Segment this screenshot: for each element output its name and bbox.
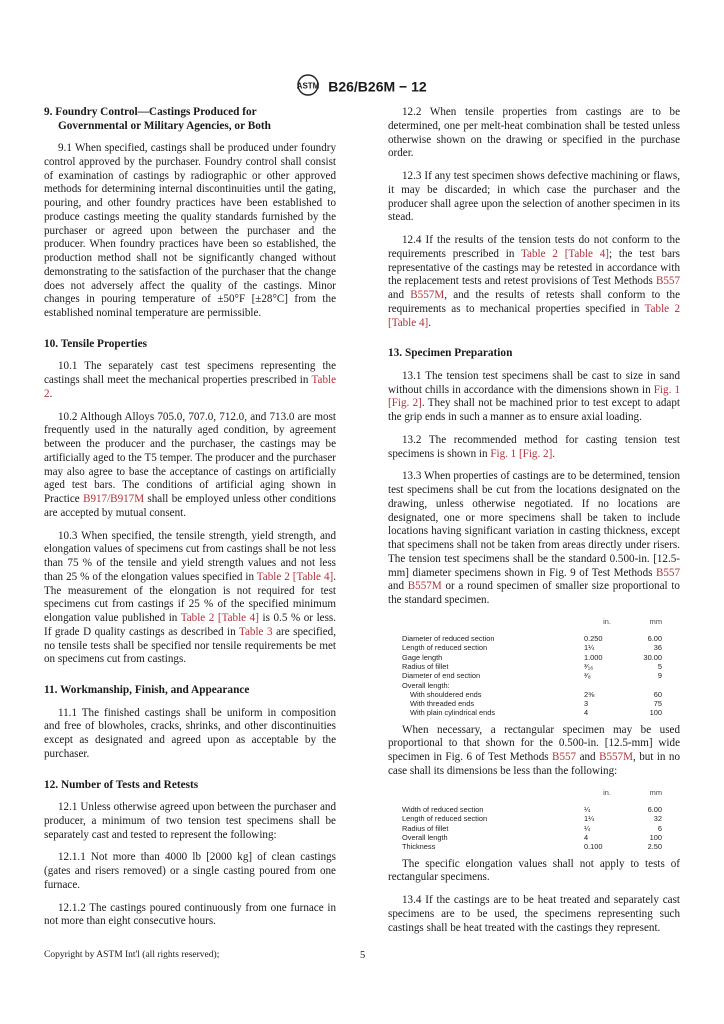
value-mm: 9 [657, 671, 662, 681]
document-designation: B26/B26M − 12 [328, 78, 427, 95]
value-mm: 5 [657, 661, 662, 671]
table-row [402, 699, 662, 708]
value-mm: 6.00 [647, 634, 662, 644]
section-12-heading: 12. Number of Tests and Retests [44, 778, 199, 791]
value-mm: 6.00 [647, 805, 662, 815]
row-label: Length of reduced section [402, 814, 488, 824]
row-label: Radius of fillet [402, 823, 449, 833]
table-row [402, 662, 662, 671]
value-mm: 2.50 [647, 842, 662, 852]
row-label: Radius of fillet [402, 661, 449, 671]
right-column [388, 106, 680, 944]
table-row [402, 805, 662, 814]
value-in: 1.000 [584, 652, 603, 662]
value-in: 0.250 [584, 634, 603, 644]
value-in: 1¼ [584, 643, 595, 653]
table-row [402, 833, 662, 842]
row-label: Overall length: [402, 680, 450, 690]
paragraph-10-1: 10.1 The separately cast test specimens representing the castings shall meet the mechanical properties prescribed in Table 2. [44, 360, 336, 400]
value-mm: 75 [653, 699, 662, 709]
table-2-4-link[interactable]: Table 2 [Table 4] [521, 247, 609, 260]
table-row [402, 824, 662, 833]
table-3-link[interactable]: Table 3 [239, 625, 273, 638]
value-in: ³⁄₈ [584, 671, 591, 681]
row-label: With shouldered ends [410, 689, 482, 699]
paragraph-12-2: 12.2 When tensile properties from castings are to be determined, one per melt-heat combination shall be tested unless otherwise shown on the drawing or specified in the purchase order. [388, 106, 680, 160]
b557-link[interactable]: B557 [552, 751, 577, 764]
b557-link[interactable]: B557 [655, 275, 680, 288]
row-label: With plain cylindrical ends [410, 708, 496, 718]
fig-1-2-link[interactable]: Fig. 1 [Fig. 2] [388, 383, 680, 410]
paragraph-12-3: 12.3 If any test specimen shows defective machining or flaws, it may be discarded; in which case the purchaser and the producer shall agree upon the selection of another specimen in its stead. [388, 170, 680, 224]
table-row [402, 842, 662, 851]
paragraph-12-1-2: 12.1.2 The castings poured continuously from one furnace in not more than eight consecutive hours. [44, 901, 336, 928]
table-2-4-link[interactable]: Table 2 [Table 4] [180, 612, 259, 624]
round-specimen-dimensions-table [402, 617, 662, 718]
paragraph-12-1: 12.1 Unless otherwise agreed upon between the purchaser and producer, a minimum of two tension test specimens shall be separately cast and tested to represent the following: [44, 801, 336, 841]
row-label: Gage length [402, 652, 443, 662]
value-mm: 30.00 [643, 652, 662, 662]
paragraph-12-4: 12.4 If the results of the tension tests do not conform to the requirements prescribed in Table 2 [Table 4]; the test bars representative of the castings may be retested in accordance with the replacement tests and retest provisions of Test Methods B557 and B557M, and the results of retests shall conform to the requirements as to mechanical properties specified in Table 2 [Table 4]. [388, 234, 680, 329]
table-row [402, 643, 662, 652]
table-2-4-link[interactable]: Table 2 [Table 4] [388, 302, 680, 329]
unit-mm-header: mm [649, 787, 662, 797]
unit-in-header: in. [603, 787, 611, 797]
value-in: 4 [584, 708, 589, 718]
page-header [0, 74, 724, 99]
table-row [402, 681, 662, 690]
page-number: 5 [360, 950, 366, 961]
paragraph-10-2: 10.2 Although Alloys 705.0, 707.0, 712.0, and 713.0 are most frequently used in the naturally aged condition, by agreement between the producer and the purchaser, the castings may be artificially aged to the T5 temper. The producer and the purchaser may also agree to base the acceptance of castings on artificially aged test bars. The conditions of artificial aging shown in Practice B917/B917M shall be employed unless other conditions are accepted by mutual consent. [44, 410, 336, 519]
copyright-notice: Copyright by ASTM Int'l (all rights reserved); [44, 950, 220, 960]
unit-mm-header: mm [649, 616, 662, 626]
svg-text:ASTM: ASTM [297, 81, 320, 91]
paragraph-9-1: 9.1 When specified, castings shall be produced under foundry control approved by the purchaser. Foundry control shall consist of examination of castings by radiographic or other approved methods for determining internal discontinuities until the gating, pouring, and other foundry practices have been established to produce castings meeting the quality standards furnished by the purchaser or agreed upon between the purchaser and the producer. When foundry practices have been so established, the production method shall not be significantly changed without demonstrating to the satisfaction of the purchaser that the change does not adversely affect the quality of the castings. Minor changes in pouring temperature of ±50°F [±28°C] from the established nominal temperature are permissible. [44, 142, 336, 319]
paragraph-11-1: 11.1 The finished castings shall be uniform in composition and free of blowholes, cracks, shrinks, and other discontinuities except as designated and agreed upon as acceptable by the purchaser. [44, 706, 336, 760]
value-in: 2⅜ [584, 689, 595, 699]
value-mm [630, 681, 662, 690]
value-mm: 100 [649, 708, 662, 718]
row-label: Overall length [402, 832, 448, 842]
fig-1-2-link[interactable]: Fig. 1 [Fig. 2] [490, 447, 553, 460]
table-row [402, 653, 662, 662]
b557m-link[interactable]: B557M [410, 289, 445, 301]
row-label: Diameter of end section [402, 671, 481, 681]
value-in: ³⁄₁₆ [584, 661, 594, 671]
value-in [584, 681, 630, 690]
value-in: ¼ [584, 805, 591, 815]
paragraph-13-4: 13.4 If the castings are to be heat treated and separately cast specimens are to be used, the specimens representing such castings shall be heat treated with the castings they represent. [388, 894, 680, 934]
astm-logo-icon [297, 74, 319, 99]
page-footer [44, 950, 684, 960]
value-in: 1¼ [584, 814, 595, 824]
paragraph-13-3: 13.3 When properties of castings are to be determined, tension test specimens shall be cut from the locations designated on the drawing, unless otherwise negotiated. If no locations are designated, one or more specimens shall be taken to include locations having significant variation in casting thickness, except that specimens shall not be taken from areas directly under risers. The tension test specimens shall be the standard 0.500-in. [12.5-mm] diameter specimens shown in Fig. 9 of Test Methods B557 and B557M or a round specimen of smaller size proportional to the standard specimen. [388, 470, 681, 606]
row-label: Length of reduced section [402, 643, 488, 653]
table-row [402, 634, 662, 643]
value-in: 4 [584, 832, 589, 842]
table-row [402, 671, 662, 680]
value-mm: 36 [653, 643, 662, 653]
table-row [402, 708, 662, 717]
value-in: 0.100 [584, 842, 603, 852]
row-label: Width of reduced section [402, 805, 484, 815]
value-in: ¼ [584, 823, 591, 833]
b557m-link[interactable]: B557M [599, 751, 633, 764]
section-9-heading: 9. Foundry Control—Castings Produced for Governmental or Military Agencies, or Both [44, 106, 271, 132]
value-mm: 6 [657, 823, 662, 833]
left-column [44, 106, 336, 938]
paragraph-13-2: 13.2 The recommended method for casting tension test specimens is shown in Fig. 1 [Fig. 2]. [388, 433, 680, 460]
unit-in-header: in. [603, 616, 611, 626]
section-13-heading: 13. Specimen Preparation [388, 347, 513, 360]
value-in: 3 [584, 699, 589, 709]
paragraph-10-3: 10.3 When specified, the tensile strength, yield strength, and elongation values of specimens cut from castings shall be not less than 75 % of the tensile and yield strength values and not less than 25 % of the elongation values specified in Table 2 [Table 4]. The measurement of the elongation is not required for test specimens cut from castings if 25 % of the specified minimum elongation value published in Table 2 [Table 4] is 0.5 % or less. If grade D quality castings as described in Table 3 are specified, no tensile tests shall be specified nor tensile requirements be met on specimens cut from castings. [44, 529, 336, 666]
table-2-link[interactable]: Table 2 [44, 374, 336, 400]
section-11-heading: 11. Workmanship, Finish, and Appearance [44, 684, 250, 696]
b557-link[interactable]: B557 [655, 566, 681, 579]
row-label: Diameter of reduced section [402, 634, 495, 644]
row-label: Thickness [402, 842, 436, 852]
paragraph-12-1-1: 12.1.1 Not more than 4000 lb [2000 kg] of clean castings (gates and risers removed) or a single casting poured from one furnace. [44, 851, 336, 891]
table-row [402, 690, 662, 699]
row-label: With threaded ends [410, 699, 475, 709]
section-10-heading: 10. Tensile Properties [44, 337, 148, 350]
paragraph-13-3-rectangular: When necessary, a rectangular specimen may be used proportional to that shown for the 0.500-in. [12.5-mm] wide specimen in Fig. 6 of Test Methods B557 and B557M, but in no case shall its dimensions be less than the following: [388, 723, 681, 777]
b917-link[interactable]: B917/B917M [83, 493, 145, 505]
paragraph-13-3-elongation-note: The specific elongation values shall not apply to tests of rectangular specimens. [388, 857, 680, 884]
value-mm: 100 [649, 832, 662, 842]
rectangular-specimen-dimensions-table [402, 788, 662, 852]
value-mm: 32 [653, 814, 662, 824]
paragraph-13-1: 13.1 The tension test specimens shall be cast to size in sand without chills in accordance with the dimensions shown in Fig. 1 [Fig. 2]. They shall not be machined prior to test except to adapt the grip ends in such a manner as to ensure axial loading. [388, 369, 680, 423]
table-2-4-link[interactable]: Table 2 [Table 4] [256, 570, 334, 583]
b557m-link[interactable]: B557M [407, 580, 442, 593]
value-mm: 60 [653, 689, 662, 699]
table-row [402, 814, 662, 823]
